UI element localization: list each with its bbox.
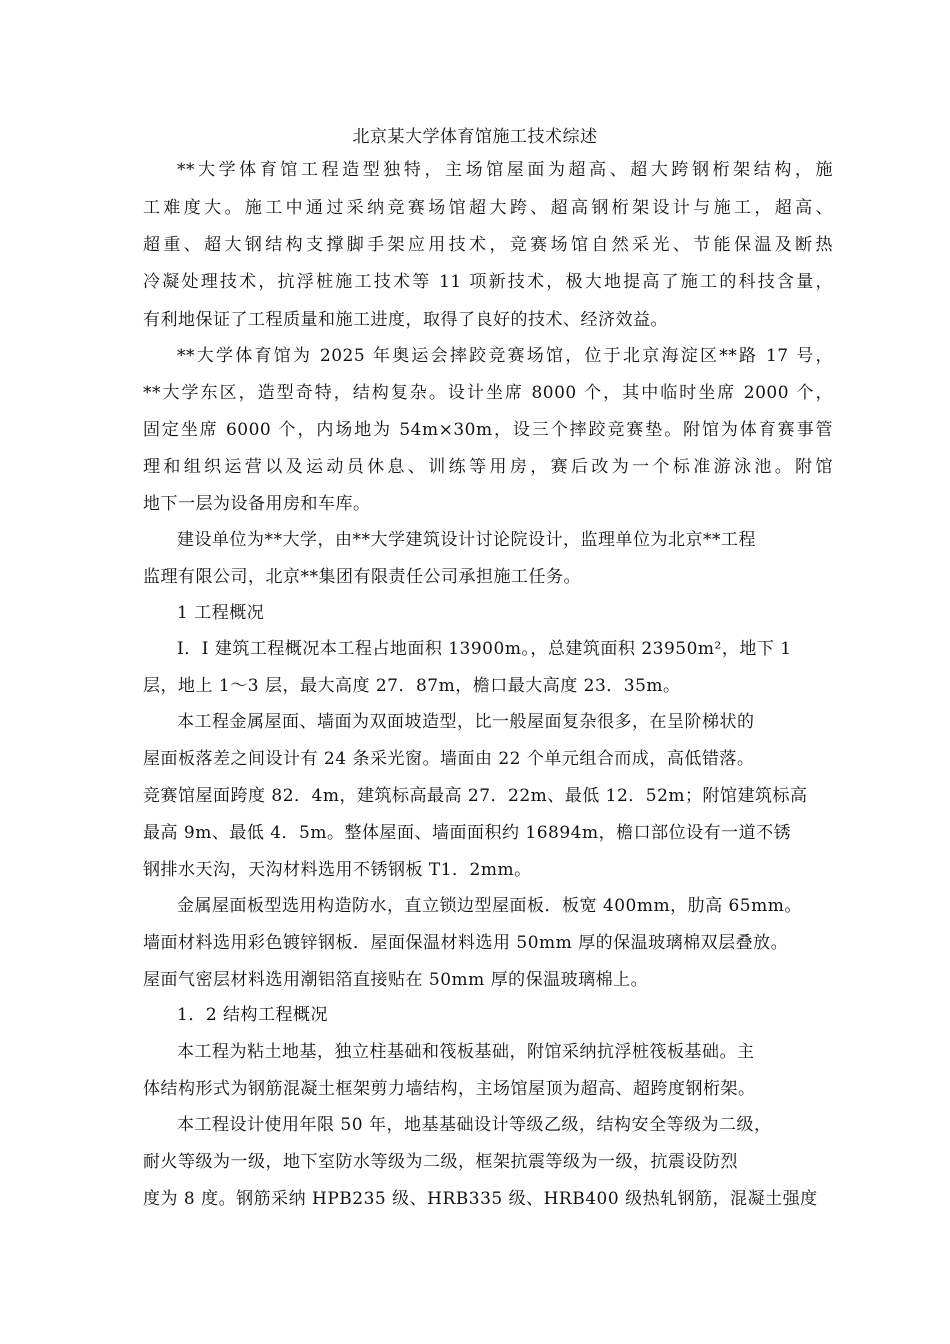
section-heading: 1 工程概况	[177, 603, 265, 623]
paragraph-line: 金属屋面板型选用构造防水，直立锁边型屋面板．板宽 400mm，肋高 65mm。	[177, 896, 802, 916]
paragraph-line: 最高 9m、最低 4．5m。整体屋面、墙面面积约 16894m，檐口部位设有一道不锈	[143, 823, 792, 843]
paragraph-line: 监理有限公司，北京**集团有限责任公司承担施工任务。	[143, 567, 581, 587]
paragraph-line: **大学东区，造型奇特，结构复杂。设计坐席 8000 个，其中临时坐席 2000 个，	[143, 383, 833, 403]
paragraph-line: **大学体育馆工程造型独特，主场馆屋面为超高、超大跨钢桁架结构，施	[177, 160, 833, 180]
paragraph-line: 屋面板落差之间设计有 24 条采光窗。墙面由 22 个单元组合而成，高低错落。	[143, 749, 755, 769]
paragraph-line: 本工程设计使用年限 50 年，地基基础设计等级乙级，结构安全等级为二级，	[177, 1115, 772, 1135]
paragraph-line: I．I 建筑工程概况本工程占地面积 13900m。，总建筑面积 23950m²，地下 1	[177, 639, 792, 659]
document-title: 北京某大学体育馆施工技术综述	[352, 127, 598, 147]
paragraph-line: 耐火等级为一级，地下室防水等级为二级，框架抗震等级为一级，抗震设防烈	[143, 1152, 738, 1172]
paragraph-line: 体结构形式为钢筋混凝土框架剪力墙结构，主场馆屋顶为超高、超跨度钢桁架。	[143, 1079, 756, 1099]
paragraph-line: 竞赛馆屋面跨度 82．4m，建筑标高最高 27．22m、最低 12．52m；附馆建筑标高	[143, 786, 808, 806]
paragraph-line: 地下一层为设备用房和车库。	[143, 494, 371, 514]
paragraph-line: 屋面气密层材料选用潮铝箔直接贴在 50mm 厚的保温玻璃棉上。	[143, 970, 649, 990]
paragraph-line: 冷凝处理技术，抗浮桩施工技术等 11 项新技术，极大地提高了施工的科技含量，	[143, 272, 833, 292]
paragraph-line: 有利地保证了工程质量和施工进度，取得了良好的技术、经济效益。	[143, 310, 668, 330]
paragraph-line: 固定坐席 6000 个，内场地为 54m×30m，设三个摔跤竞赛垫。附馆为体育赛事管	[143, 420, 833, 440]
section-heading: 1．2 结构工程概况	[177, 1005, 329, 1025]
paragraph-line: 度为 8 度。钢筋采纳 HPB235 级、HRB335 级、HRB400 级热轧钢筋，混凝土强度	[143, 1189, 818, 1209]
paragraph-line: 本工程金属屋面、墙面为双面坡造型，比一般屋面复杂很多，在呈阶梯状的	[177, 712, 755, 732]
paragraph-line: **大学体育馆为 2025 年奥运会摔跤竞赛场馆，位于北京海淀区**路 17 号，	[177, 346, 833, 366]
paragraph-line: 墙面材料选用彩色镀锌钢板．屋面保温材料选用 50mm 厚的保温玻璃棉双层叠放。	[143, 933, 789, 953]
paragraph-line: 理和组织运营以及运动员休息、训练等用房，赛后改为一个标准游泳池。附馆	[143, 457, 833, 477]
paragraph-line: 本工程为粘土地基，独立柱基础和筏板基础，附馆采纳抗浮桩筏板基础。主	[177, 1042, 755, 1062]
paragraph-line: 层，地上 1～3 层，最大高度 27．87m，檐口最大高度 23．35m。	[143, 676, 681, 696]
paragraph-line: 工难度大。施工中通过采纳竞赛场馆超大跨、超高钢桁架设计与施工，超高、	[143, 198, 833, 218]
paragraph-line: 钢排水天沟，天沟材料选用不锈钢板 T1．2mm。	[143, 860, 532, 880]
paragraph-line: 建设单位为**大学，由**大学建筑设计讨论院设计，监理单位为北京**工程	[177, 530, 756, 550]
paragraph-line: 超重、超大钢结构支撑脚手架应用技术，竞赛场馆自然采光、节能保温及断热	[143, 235, 833, 255]
